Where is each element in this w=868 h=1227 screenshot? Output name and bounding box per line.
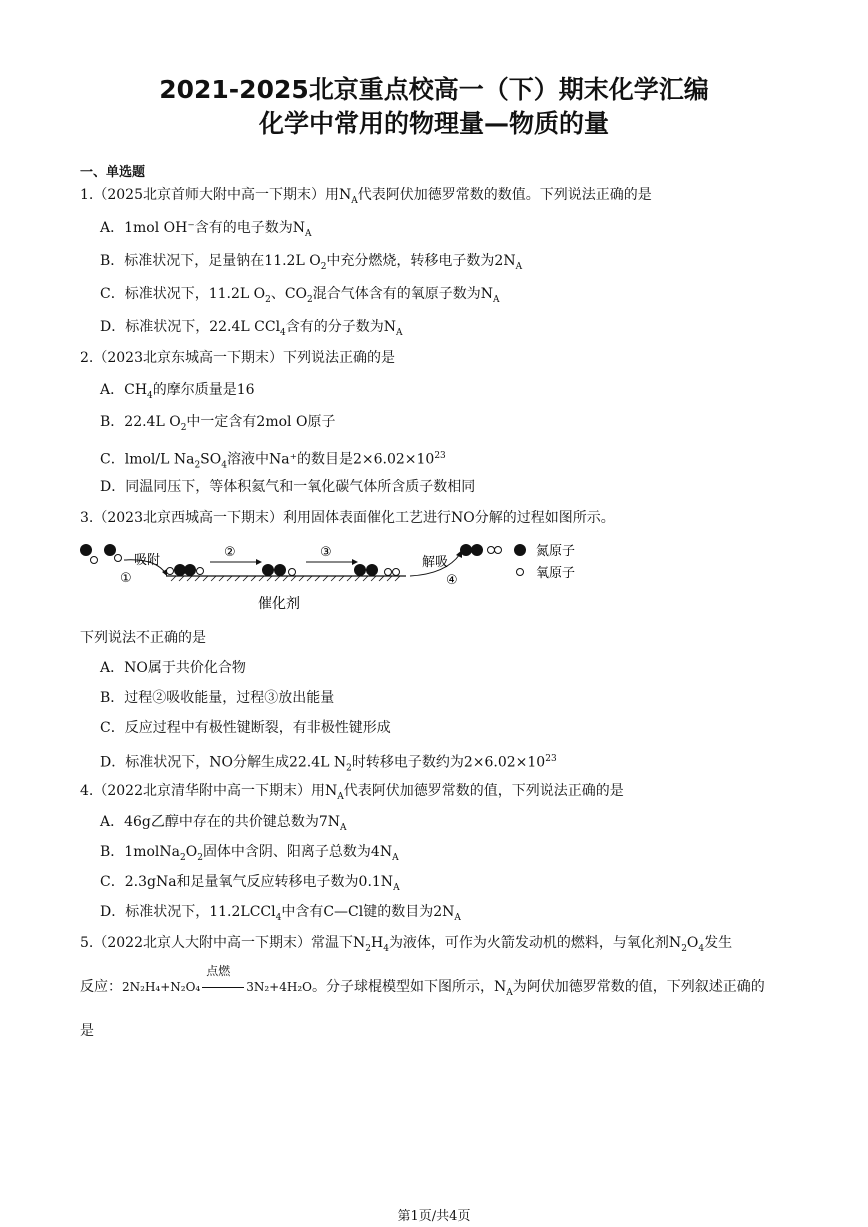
nitrogen-atom [262,564,274,576]
question-4-option-c: C．2.3gNa和足量氧气反应转移电子数为$0.1N_A$ [100,874,400,893]
question-1-option-b: B．标准状况下，足量钠在11.2L $O_2$中充分燃烧，转移电子数为$2N_A$ [100,253,523,272]
step-2-label: ② [224,545,236,560]
question-3-option-b: B．过程②吸收能量，过程③放出能量 [100,690,335,706]
legend-nitrogen-icon [514,544,526,556]
question-4-option-a: A．46g乙醇中存在的共价键总数为$7N_A$ [100,814,347,833]
nitrogen-atom [460,544,472,556]
oxygen-atom [197,568,204,575]
oxygen-atom [167,568,174,575]
nitrogen-atom [471,544,483,556]
question-3-sub-stem: 下列说法不正确的是 [80,630,206,646]
nitrogen-atom [80,544,92,556]
question-1-option-c: C．标准状况下，11.2L $O_2$、$CO_2$混合气体含有的氧原子数为$N_A$ [100,286,500,305]
oxygen-atom [289,569,296,576]
question-1-option-d: D．标准状况下，22.4L CCl$_4$含有的分子数为$N_A$ [100,319,403,338]
reaction-condition: 点燃 [206,964,231,978]
step-1-label: ① [120,571,132,586]
equation-left: 2N₂H₄+N₂O₄ [122,980,201,994]
oxygen-atom [393,569,400,576]
question-4-stem: 4.（2022北京清华附中高一下期末）用$N_A$代表阿伏加德罗常数的值，下列说法正确的是 [80,783,624,802]
step-3-label: ③ [320,545,332,560]
nitrogen-atom [104,544,116,556]
document-subtitle: 化学中常用的物理量—物质的量 [258,109,609,138]
oxygen-atom [91,557,98,564]
question-2-option-b: B．22.4L $O_2$中一定含有2mol O原子 [100,414,336,433]
step-4-label: ④ [446,573,458,588]
question-4-option-b: B．$1molNa_2O_2$固体中含阴、阳离子总数为$4N_A$ [100,844,399,863]
question-5-reaction-line: 反应：2N₂H₄+N₂O₄ 点燃 3N₂+4H₂O。分子球棍模型如下图所示，$N_A$为阿伏加德罗常数的值，下列叙述正确的 [80,964,765,998]
section-heading: 一、单选题 [80,165,146,180]
question-3-option-c: C．反应过程中有极性键断裂，有非极性键形成 [100,720,391,736]
nitrogen-atom [274,564,286,576]
no-decomposition-diagram [76,538,596,618]
question-3-option-a: A．NO属于共价化合物 [100,660,246,676]
legend-oxygen-icon [517,569,524,576]
equation-right: 3N₂+4H₂O [246,980,312,994]
question-4-option-d: D．标准状况下，11.2LCCl$_4$中含有C—Cl键的数目为$2N_A$ [100,904,461,923]
question-2-option-c: C．lmol/L $Na_2SO_4$溶液中Na⁺的数目是$2\times 6.02\times 10^{23}$ [100,451,446,471]
page-footer: 第1页/共4页 [397,1209,471,1224]
oxygen-atom [495,547,502,554]
desorb-label: 解吸 [422,555,449,570]
nitrogen-atom [366,564,378,576]
question-5-stem: 5.（2022北京人大附中高一下期末）常温下$N_2H_4$为液体，可作为火箭发动机的燃料，与氧化剂$N_2O_4$发生 [80,935,733,954]
question-1-option-a: A．1mol OH⁻含有的电子数为$N_A$ [100,220,312,239]
question-2-option-d: D．同温同压下，等体积氦气和一氧化碳气体所含质子数相同 [100,479,476,495]
oxygen-atom [385,569,392,576]
question-3-option-d: D．标准状况下，NO分解生成22.4L $N_2$时转移电子数约为$2\times 6.02\times 10^{23}$ [100,754,557,774]
document-title: 2021-2025北京重点校高一（下）期末化学汇编 [159,75,709,104]
question-5-line-3: 是 [80,1023,94,1039]
question-3-stem: 3.（2023北京西城高一下期末）利用固体表面催化工艺进行NO分解的过程如图所示。 [80,510,615,526]
oxygen-atom [115,555,122,562]
legend-nitrogen-label: 氮原子 [536,544,576,559]
nitrogen-atom [184,564,196,576]
oxygen-atom [488,547,495,554]
question-2-stem: 2.（2023北京东城高一下期末）下列说法正确的是 [80,350,395,366]
question-1-stem: 1.（2025北京首师大附中高一下期末）用$N_A$代表阿伏加德罗常数的数值。下列说法正确的是 [80,187,652,206]
legend-oxygen-label: 氧原子 [536,566,576,581]
adsorb-label: 吸附 [134,553,161,568]
catalyst-label: 催化剂 [258,596,300,612]
nitrogen-atom [354,564,366,576]
question-2-option-a: A．$CH_4$的摩尔质量是16 [100,382,255,401]
